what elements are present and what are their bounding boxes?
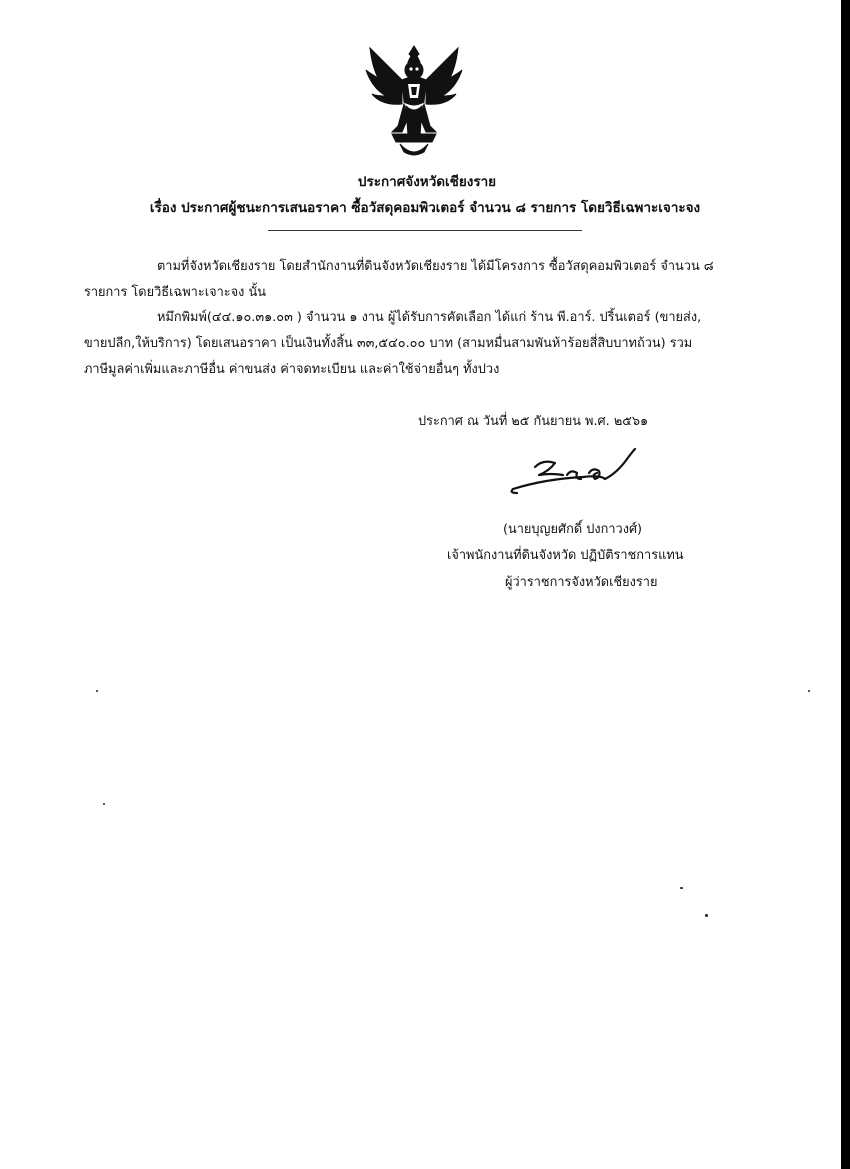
scan-speck [96,690,98,692]
document-subject: เรื่อง ประกาศผู้ชนะการเสนอราคา ซื้อวัสดุคอมพิวเตอร์ จำนวน ๘ รายการ โดยวิธีเฉพาะเจาะจง [149,200,701,216]
signatory-name: (นายบุญยศักดิ์ ปงกาวงศ์) [503,522,643,537]
garuda-emblem-icon [362,40,466,160]
scan-speck [103,803,105,805]
announcement-date: ประกาศ ณ วันที่ ๒๕ กันยายน พ.ศ. ๒๕๖๑ [418,414,649,429]
scan-speck [808,690,810,692]
scan-speck [705,914,708,917]
paragraph-1-line-1: ตามที่จังหวัดเชียงราย โดยสำนักงานที่ดินจังหวัดเชียงราย ได้มีโครงการ ซื้อวัสดุคอมพิวเตอร์ จำนวน ๘ [157,259,714,274]
paragraph-1-line-2: รายการ โดยวิธีเฉพาะเจาะจง นั้น [84,285,266,300]
signatory-on-behalf-of: ผู้ว่าราชการจังหวัดเชียงราย [505,575,658,590]
signatory-position: เจ้าพนักงานที่ดินจังหวัด ปฏิบัติราชการแทน [447,548,684,563]
paragraph-2-line-3: ภาษีมูลค่าเพิ่มและภาษีอื่น ค่าขนส่ง ค่าจดทะเบียน และค่าใช้จ่ายอื่นๆ ทั้งปวง [84,362,500,377]
title-divider [268,230,582,231]
paragraph-2-line-2: ขายปลีก,ให้บริการ) โดยเสนอราคา เป็นเงินทั้งสิ้น ๓๓,๕๔๐.๐๐ บาท (สามหมื่นสามพันห้าร้อยสี่สิบบาทถ้วน) รวม [84,336,693,351]
scan-speck [680,887,683,889]
handwritten-signature [505,445,665,505]
document-title: ประกาศจังหวัดเชียงราย [357,174,497,190]
paragraph-2-line-1: หมึกพิมพ์(๔๔.๑๐.๓๑.๐๓ ) จำนวน ๑ งาน ผู้ได้รับการคัดเลือก ได้แก่ ร้าน พี.อาร์. ปริ้นเตอร์ (ขายส่ง, [157,310,702,325]
